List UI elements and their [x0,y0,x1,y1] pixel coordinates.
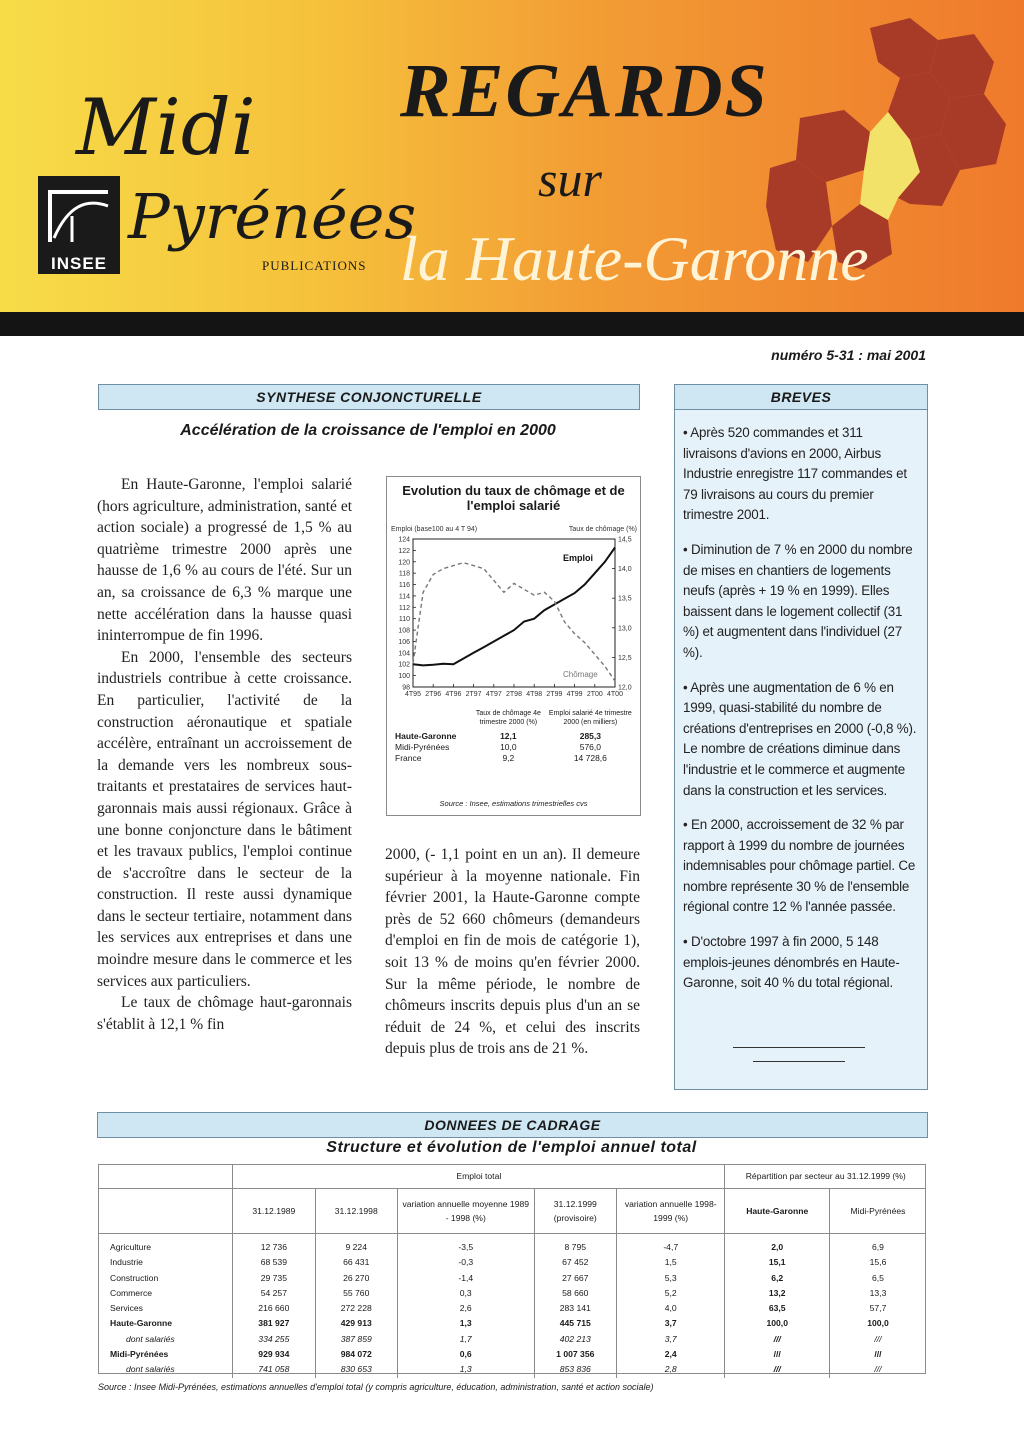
table-cell: 1,3 [397,1362,534,1377]
table-cell: 63,5 [725,1301,830,1316]
article-column-1 [97,474,352,1035]
banner-black-bar [0,312,1024,336]
column-header: Haute-Garonne [725,1189,830,1234]
column-header: variation annuelle moyenne 1989 - 1998 (%) [397,1189,534,1234]
table-cell: 26 270 [315,1271,397,1286]
table-cell: /// [725,1347,830,1362]
table-cell: 402 213 [534,1332,616,1347]
x-tick-label: 4T99 [566,691,583,698]
table-cell: 830 653 [315,1362,397,1377]
table-cell: 216 660 [233,1301,315,1316]
chart-table-taux: 10,0 [500,742,517,752]
table-cell: 55 760 [315,1286,397,1301]
table-row [98,1301,926,1316]
row-label: Haute-Garonne [110,1318,173,1329]
y-tick-label-right: 13,5 [618,595,632,603]
table-cell: 67 452 [534,1255,616,1270]
table-cell: 853 836 [534,1362,616,1377]
chart-table-header-blank [395,709,469,731]
x-tick-label: 4T98 [526,691,543,698]
table-row [98,1332,926,1347]
synthese-header: SYNTHESE CONJONCTURELLE [98,384,640,410]
paragraph: 2000, (- 1,1 point en un an). Il demeure supérieur à la moyenne nationale. Fin février 2001, la Haute-Garonne compte près de 52 660 chômeurs (demandeurs d'emploi en fin de mois de catégorie 1), soit 13 % de moins qu'en février 2000. Sur la même période, le nombre de chômeurs inscrits depuis plus d'un an se réduit de 24 %, et celui des inscrits depuis plus de trois ans de 21 %. [385,846,640,1058]
x-tick-label: 4T00 [607,691,623,698]
issue-number: numéro 5-31 : mai 2001 [771,347,926,363]
y-tick-label-left: 112 [398,604,410,612]
chart-table-taux: 9,2 [502,753,515,763]
table-cell: /// [829,1347,926,1362]
y-tick-label-left: 114 [398,593,410,601]
series-line-emploi [413,548,615,666]
table-cell: 2,6 [397,1301,534,1316]
row-label: dont salariés [126,1333,175,1344]
x-tick-label: 2T96 [425,691,442,698]
column-header: 31.12.1999 (provisoire) [534,1189,616,1234]
chart-table-label: Haute-Garonne [395,731,457,741]
y-tick-label-left: 102 [398,661,410,669]
breves-list [683,423,919,1008]
table-cell: /// [829,1362,926,1377]
table-cell: -3,5 [397,1234,534,1256]
paragraph: Le taux de chômage haut-garonnais s'établit à 12,1 % fin [97,994,352,1033]
y-tick-label-left: 124 [398,536,410,544]
list-item: • Diminution de 7 % en 2000 du nombre de mises en chantiers de logements neufs (après + 19 % en 1999). Elles baissent dans le logement collectif (31 %) et augmentent dans l'individuel (27 %). [683,541,913,660]
insee-label: INSEE [50,254,108,273]
table-cell: 5,2 [616,1286,725,1301]
table-row [395,753,633,764]
table-body [98,1234,926,1378]
table-cell: 0,3 [397,1286,534,1301]
cadrage-subtitle: Structure et évolution de l'emploi annuel total [326,1139,697,1156]
row-label: Services [110,1303,143,1314]
x-tick-label: 2T99 [546,691,563,698]
group-header-emploi-total: Emploi total [233,1164,725,1189]
column-header: 31.12.1989 [233,1189,315,1234]
chart-table-emploi: 576,0 [579,742,601,752]
list-item: • Après une augmentation de 6 % en 1999, quasi-stabilité du nombre de créations d'entreprises en 2000 (-0,8 %). Le nombre de créations diminue dans l'industrie et le commerce et augmente dans la construction et les services. [683,679,917,798]
table-cell: 54 257 [233,1286,315,1301]
y-tick-label-right: 12,0 [618,684,632,692]
table-cell: 334 255 [233,1332,315,1347]
table-row [98,1255,926,1270]
table-cell: 6,9 [829,1234,926,1256]
table-row [98,1286,926,1301]
paragraph: En 2000, l'ensemble des secteurs industriels contribue à cette croissance. En particulier, l'activité de la construction aéronautique et spatiale accélère, entraînant un accroissement de la demande vers les nombreux sous-traitants et prestataires de services haut-garonnais mais aussi régionaux. Grâce à une bonne conjoncture dans le bâtiment et les travaux publics, l'emploi continue de s'accroître dans le secteur de la construction. Il reste aussi dynamique dans le secteur tertiaire, notamment dans les services aux entreprises et dans une moindre mesure dans le commerce et les services aux particuliers. [97,648,352,990]
title-regards: REGARDS [400,49,769,133]
y-tick-label-left: 104 [398,650,410,658]
table-cell: 13,3 [829,1286,926,1301]
list-item: • En 2000, accroissement de 32 % par rapport à 1999 du nombre de journées indemnisables pour chômage partiel. Ce nombre représente 30 % de l'ensemble régional contre 12 % l'année passée. [683,817,916,915]
table-corner [98,1164,233,1189]
x-tick-label: 4T96 [445,691,462,698]
article-column-2 [385,844,640,1060]
y-tick-label-left: 108 [398,627,410,635]
breves-header: BREVES [675,385,927,410]
y-tick-label-left: 100 [398,673,410,681]
chart-panel [386,476,641,816]
banner [0,0,1024,312]
table-cell: 57,7 [829,1301,926,1316]
row-label: Commerce [110,1287,153,1298]
divider [753,1061,845,1062]
synthese-subtitle: Accélération de la croissance de l'emploi en 2000 [180,422,556,439]
table-cell: 27 667 [534,1271,616,1286]
y-tick-label-left: 116 [398,582,410,590]
chart-table-emploi: 14 728,6 [573,753,607,763]
table-cell: 15,1 [725,1255,830,1270]
row-label: Agriculture [110,1242,152,1252]
table-cell: -1,4 [397,1271,534,1286]
table-cell: 0,6 [397,1347,534,1362]
y-tick-label-left: 110 [398,616,410,624]
table-row [98,1362,926,1377]
y-tick-label-left: 98 [402,684,410,692]
table-cell: 68 539 [233,1255,315,1270]
table-source: Source : Insee Midi-Pyrénées, estimations annuelles d'emploi total (y compris agriculture, éducation, administration, santé et action sociale) [98,1382,654,1392]
chart-table-header-taux: Taux de chômage 4e trimestre 2000 (%) [475,710,541,726]
map-region [870,18,938,78]
table-cell: 100,0 [829,1316,926,1331]
table-cell: 4,0 [616,1301,725,1316]
table-row [98,1316,926,1331]
y-tick-label-left: 106 [398,638,410,646]
table-cell: /// [725,1332,830,1347]
y-tick-label-right: 14,0 [618,566,632,574]
table-cell: 1,3 [397,1316,534,1331]
table-cell: 5,3 [616,1271,725,1286]
y-axis-label-right: Taux de chômage (%) [568,526,637,533]
table-cell: -0,3 [397,1255,534,1270]
table-cell: 29 735 [233,1271,315,1286]
row-label: dont salariés [126,1364,175,1375]
x-tick-label: 2T00 [586,691,603,698]
table-cell: /// [725,1362,830,1377]
divider [733,1047,865,1048]
insee-logo-icon [38,176,120,250]
row-label: Midi-Pyrénées [110,1349,169,1360]
chart-source: Source : Insee, estimations trimestrielles cvs [439,799,588,808]
y-tick-label-left: 120 [398,559,410,567]
table-cell: 283 141 [534,1301,616,1316]
table-cell: 2,0 [725,1234,830,1256]
table-row [98,1234,926,1256]
table-row [98,1271,926,1286]
chart-table-label: France [395,753,422,763]
x-tick-label: 4T97 [485,691,502,698]
table-cell: 8 795 [534,1234,616,1256]
table-cell: 445 715 [534,1316,616,1331]
list-item: • D'octobre 1997 à fin 2000, 5 148 emplois-jeunes dénombrés en Haute-Garonne, soit 40 % du total régional. [683,934,900,991]
table-cell: 13,2 [725,1286,830,1301]
publications-label: PUBLICATIONS [262,258,367,273]
chart-table-label: Midi-Pyrénées [395,742,450,752]
table-cell: 929 934 [233,1347,315,1362]
column-header: variation annuelle 1998-1999 (%) [616,1189,725,1234]
column-header: 31.12.1998 [315,1189,397,1234]
table-cell: 15,6 [829,1255,926,1270]
table-cell: 6,2 [725,1271,830,1286]
table-cell: 381 927 [233,1316,315,1331]
x-tick-label: 4T95 [405,691,421,698]
x-tick-label: 2T98 [506,691,522,698]
table-cell: 2,4 [616,1347,725,1362]
x-tick-label: 2T97 [465,691,482,698]
chart-table-taux: 12,1 [500,731,517,741]
breves-panel [674,384,928,1090]
column-header: Midi-Pyrénées [829,1189,926,1234]
table-cell: 429 913 [315,1316,397,1331]
table-row [395,731,633,742]
table-cell: 100,0 [725,1316,830,1331]
table-cell: /// [829,1332,926,1347]
table-cell: 66 431 [315,1255,397,1270]
title-sur: sur [538,151,602,207]
table-cell: 741 058 [233,1362,315,1377]
chart-table-header-emploi: Emploi salarié 4e trimestre 2000 (en milliers) [548,710,632,726]
y-tick-label-left: 118 [398,570,410,578]
table-cell: 3,7 [616,1316,725,1331]
table-cell: 6,5 [829,1271,926,1286]
table-cell: 2,8 [616,1362,725,1377]
table-cell: 3,7 [616,1332,725,1347]
y-tick-label-right: 13,0 [618,625,632,633]
series-label-chomage: Chômage [563,670,598,680]
brand-pyrenees: Pyrénées [128,180,417,253]
table-row [395,742,633,753]
row-label: Industrie [110,1257,143,1268]
y-tick-label-right: 14,5 [618,536,632,544]
chart-summary-table [395,709,633,764]
brand-midi: Midi [76,83,256,173]
table-cell: 12 736 [233,1234,315,1256]
list-item: • Après 520 commandes et 311 livraisons d'avions en 2000, Airbus Industrie enregistre 117 commandes et 79 livraisons au cours du premier trimestre 2001. [683,425,907,523]
table-cell: 387 859 [315,1332,397,1347]
table-corner [98,1189,233,1234]
table-cell: -4,7 [616,1234,725,1256]
table-cell: 1,5 [616,1255,725,1270]
title-haute-garonne: la Haute-Garonne [400,223,869,294]
table-cell: 1,7 [397,1332,534,1347]
y-tick-label-right: 12,5 [618,654,632,662]
row-label: Construction [110,1272,159,1283]
table-cell: 9 224 [315,1234,397,1256]
table-cell: 1 007 356 [534,1347,616,1362]
cadrage-header: DONNEES DE CADRAGE [97,1112,928,1138]
chart-title: Evolution du taux de chômage et de l'emploi salarié [402,483,625,513]
table-row [98,1347,926,1362]
group-header-repartition: Répartition par secteur au 31.12.1999 (%) [725,1164,926,1189]
chart-table-emploi: 285,3 [579,731,601,741]
paragraph: En Haute-Garonne, l'emploi salarié (hors agriculture, administration, santé et action sociale) a progressé de 1,5 % au quatrième trimestre 2000 après une hausse de 1,6 % au cours de l'été. Sur un an, sa croissance de 6,3 % marque une nette accélération dans la hausse quasi ininterrompue de fin 1996. [97,476,352,645]
y-tick-label-left: 122 [398,547,410,555]
table-cell: 58 660 [534,1286,616,1301]
employment-table [98,1164,926,1378]
series-label-emploi: Emploi [563,553,594,563]
y-axis-label-left: Emploi (base100 au 4 T 94) [391,526,478,533]
table-cell: 984 072 [315,1347,397,1362]
table-cell: 272 228 [315,1301,397,1316]
